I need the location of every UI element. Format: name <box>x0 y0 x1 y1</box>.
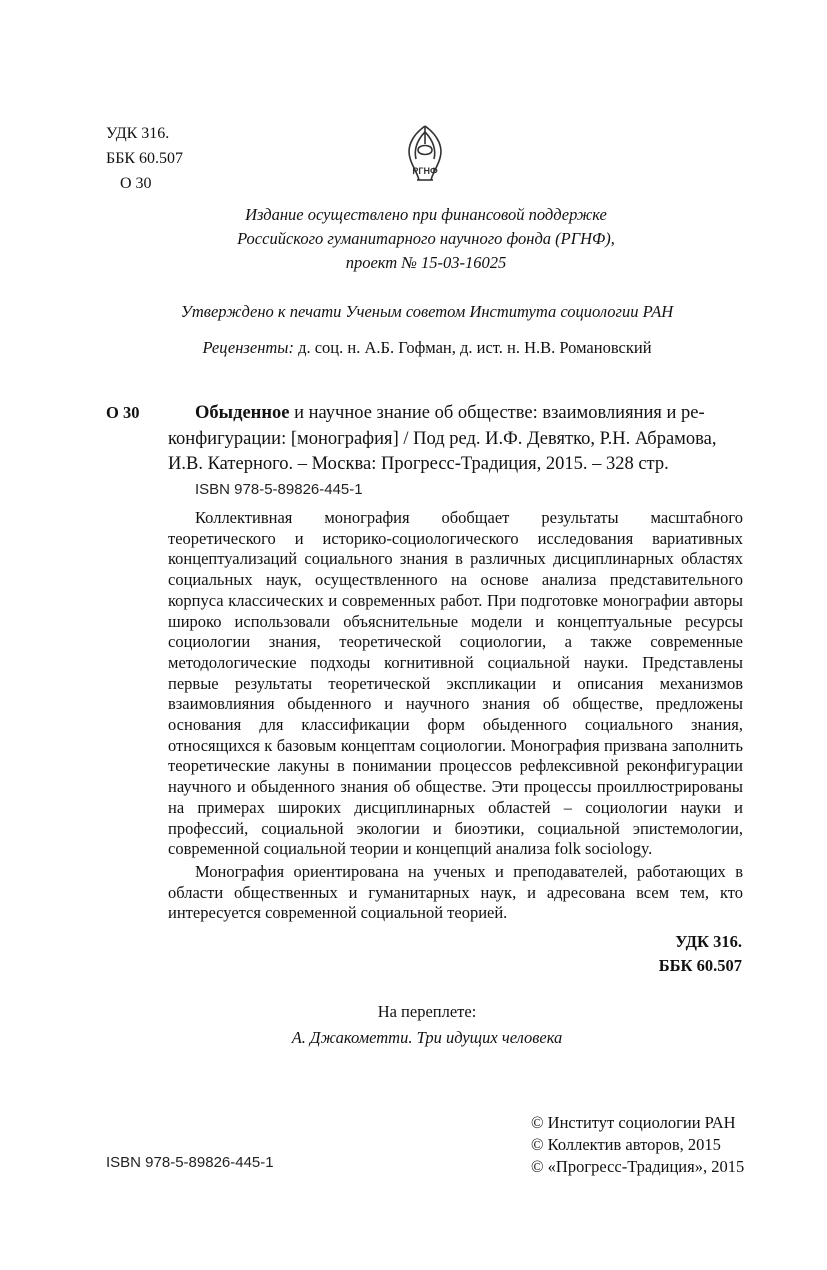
funding-note <box>150 203 702 275</box>
bibliographic-record <box>168 401 742 478</box>
cover-label: На переплете: <box>377 1002 477 1021</box>
abstract <box>168 508 743 924</box>
funding-line: Российского гуманитарного научного фонда (РГНФ), <box>237 229 615 248</box>
classification-codes-right <box>659 930 742 978</box>
copyright-line: © Институт социологии РАН <box>531 1113 736 1132</box>
cover-note <box>100 999 754 1051</box>
reviewers-label: Рецензенты: <box>202 338 294 357</box>
rgnf-monogram: РГНФ <box>412 166 438 176</box>
reviewers-line <box>100 336 754 360</box>
udk-code: УДК 316. <box>106 125 170 142</box>
classification-block <box>106 121 183 196</box>
isbn-record: ISBN 978-5-89826-445-1 <box>195 481 363 498</box>
isbn-bottom: ISBN 978-5-89826-445-1 <box>106 1154 274 1171</box>
approval-note: Утверждено к печати Ученым советом Института социологии РАН <box>180 302 674 321</box>
author-sign: О 30 <box>120 175 152 192</box>
copyright-line: © «Прогресс-Традиция», 2015 <box>531 1157 745 1176</box>
funding-line: Издание осуществлено при финансовой поддержке <box>245 205 607 224</box>
udk-code: УДК 316. <box>675 932 742 951</box>
copyright-block <box>531 1112 744 1178</box>
bbk-code: ББК 60.507 <box>658 956 742 975</box>
abstract-paragraph: Монография ориентирована на ученых и преподавателей, работающих в области общественных и гуманитарных наук, и адресована всем тем, кто интересуется современной социальной теорией. <box>168 861 743 923</box>
copyright-line: © Коллектив авторов, 2015 <box>531 1135 721 1154</box>
citation-line: и научное знание об обществе: взаимовлияния и ре- <box>294 403 705 423</box>
citation-line: конфигурации: [монография] / Под ред. И.Ф. Девятко, Р.Н. Абрамова, <box>168 428 717 449</box>
rgnf-logo-icon <box>403 124 447 186</box>
citation-line: И.В. Катерного. – Москва: Прогресс-Традиция, 2015. – 328 стр. <box>168 454 669 474</box>
abstract-paragraph: Коллективная монография обобщает результаты масштабного теоретического и историко-социологического исследования вариативных концептуализаций социального знания в различных дисциплинарных областях социальных наук, осуществленного на основе анализа представительного корпуса классических и современных работ. При подготовке монографии авторы широко использовали объяснительные модели и концептуальные ресурсы социологии знания, теоретической социологии, а также современные методологические подходы когнитивной социальной науки. Представлены первые результаты теоретической экспликации и описания механизмов взаимовлияния обыденного и научного знания об обществе, предложены основания для классификации форм обыденного социального знания, относящихся к базовым концептам социологии. Монография призвана заполнить теоретические лакуны в понимании процессов рефлексивной реконфигурации научного и обыденного знания об обществе. Эти процессы проиллюстрированы на примерах широких дисциплинарных областей – социологии науки и профессий, социальной экологии и биоэтики, социальной эпистемологии, современной социальной теории и концепций анализа folk sociology. <box>168 508 743 859</box>
reviewers-names: д. соц. н. А.Б. Гофман, д. ист. н. Н.В. Романовский <box>298 338 652 357</box>
citation-title-word: Обыденное <box>195 403 290 423</box>
bbk-code: ББК 60.507 <box>106 150 184 167</box>
citation-code: О 30 <box>106 403 140 422</box>
funding-line: проект № 15-03-16025 <box>345 253 507 272</box>
cover-artwork: А. Джакометти. Три идущих человека <box>291 1028 563 1047</box>
